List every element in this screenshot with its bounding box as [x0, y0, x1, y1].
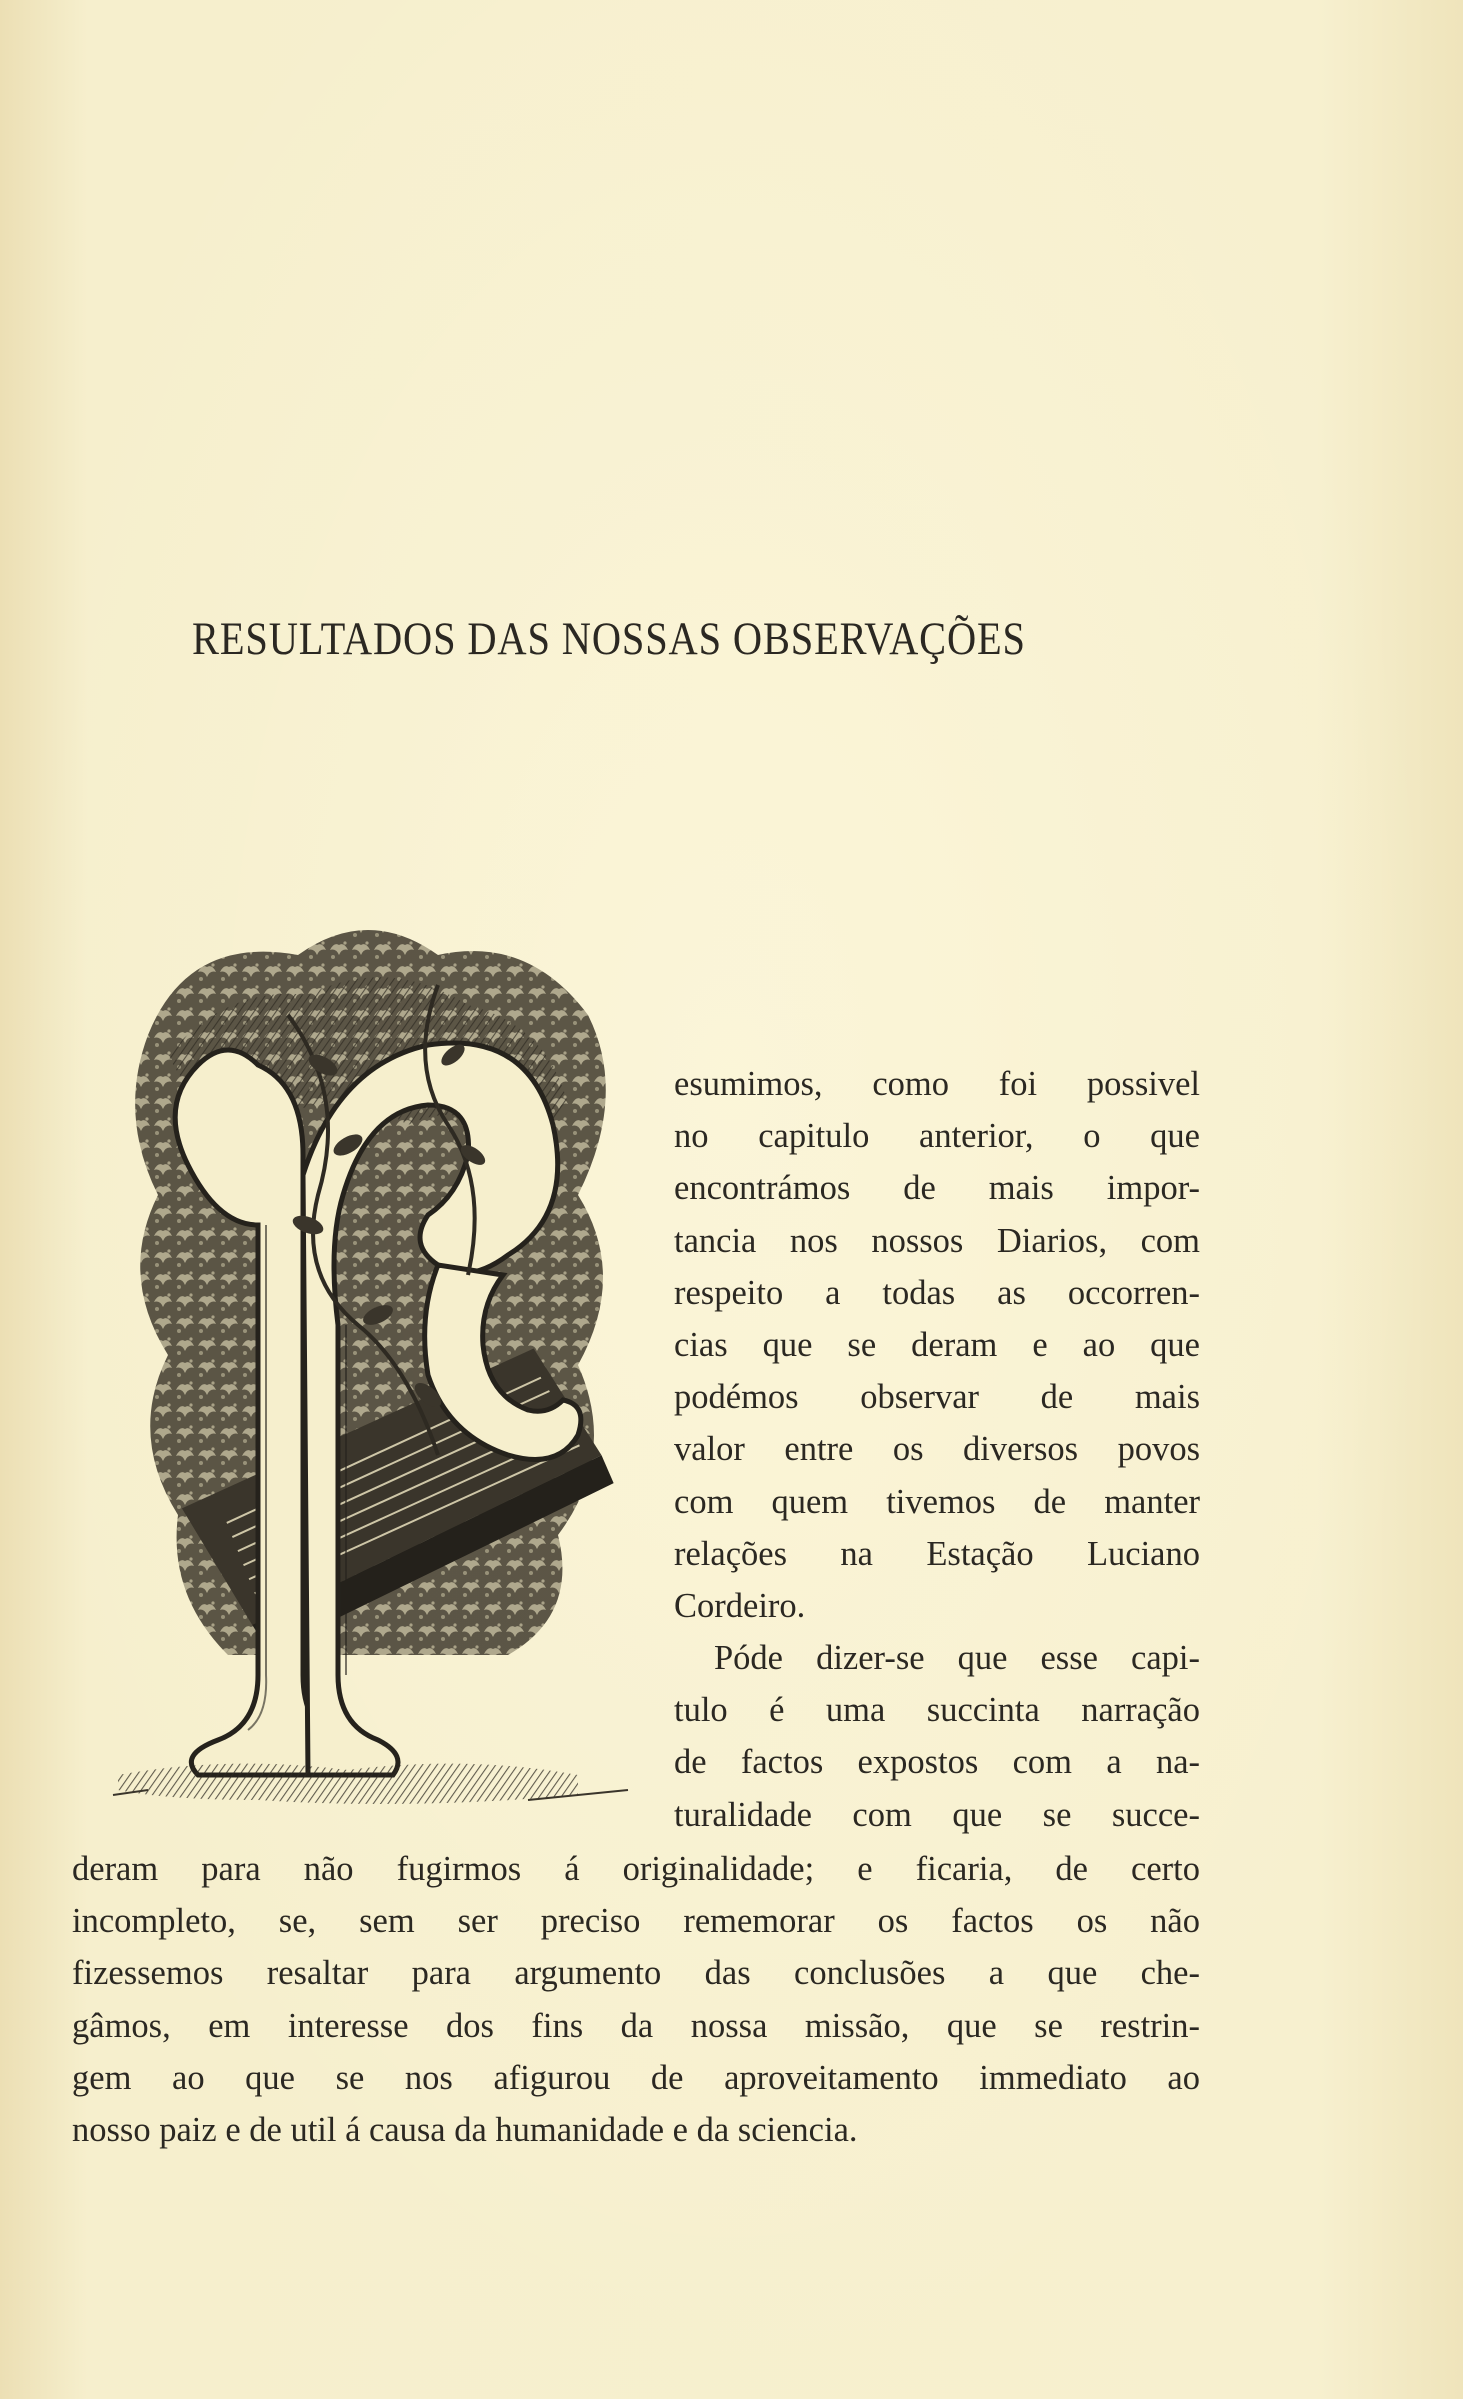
text-line: relações na Estação Luciano [674, 1534, 1200, 1573]
text-line: deram para não fugirmos á originalidade; e ficaria, de certo [72, 1850, 1200, 1888]
text-line: gem ao que se nos afigurou de aproveitamento immediato ao [72, 2058, 1200, 2097]
chapter-title: RESULTADOS DAS NOSSAS OBSERVAÇÕES [192, 613, 1026, 665]
text-line: esumimos, como foi possivel [674, 1065, 1200, 1103]
text-line: tancia nos nossos Diarios, com [674, 1221, 1200, 1260]
text-line: podémos observar de mais [674, 1378, 1200, 1417]
text-line: valor entre os diversos povos [674, 1430, 1200, 1469]
text-line: respeito a todas as occorren- [674, 1273, 1200, 1312]
text-line: tulo é uma succinta narração [674, 1691, 1200, 1730]
text-line: Cordeiro. [674, 1586, 806, 1625]
ornamental-initial-r-with-foliage-and-instrument-icon [108, 895, 658, 1825]
text-line: fizessemos resaltar para argumento das conclusões a que che- [72, 1954, 1200, 1993]
text-line: no capitulo anterior, o que [674, 1117, 1200, 1156]
text-line: encontrámos de mais impor- [674, 1169, 1200, 1208]
text-line: com quem tivemos de manter [674, 1482, 1200, 1521]
text-line: cias que se deram e ao que [674, 1325, 1200, 1364]
text-line: gâmos, em interesse dos fins da nossa missão, que se restrin- [72, 2006, 1200, 2045]
text-line: incompleto, se, sem ser preciso rememorar os factos os não [72, 1902, 1200, 1941]
text-line: turalidade com que se succe- [674, 1795, 1200, 1834]
paragraph-continuation-full-width [72, 1843, 1200, 2156]
text-line: de factos expostos com a na- [674, 1743, 1200, 1782]
text-line: nosso paiz e de util á causa da humanidade e da sciencia. [72, 2110, 858, 2149]
text-line: Póde dizer-se que esse capi- [714, 1639, 1200, 1678]
opening-paragraph-narrow-column [674, 1058, 1200, 1841]
